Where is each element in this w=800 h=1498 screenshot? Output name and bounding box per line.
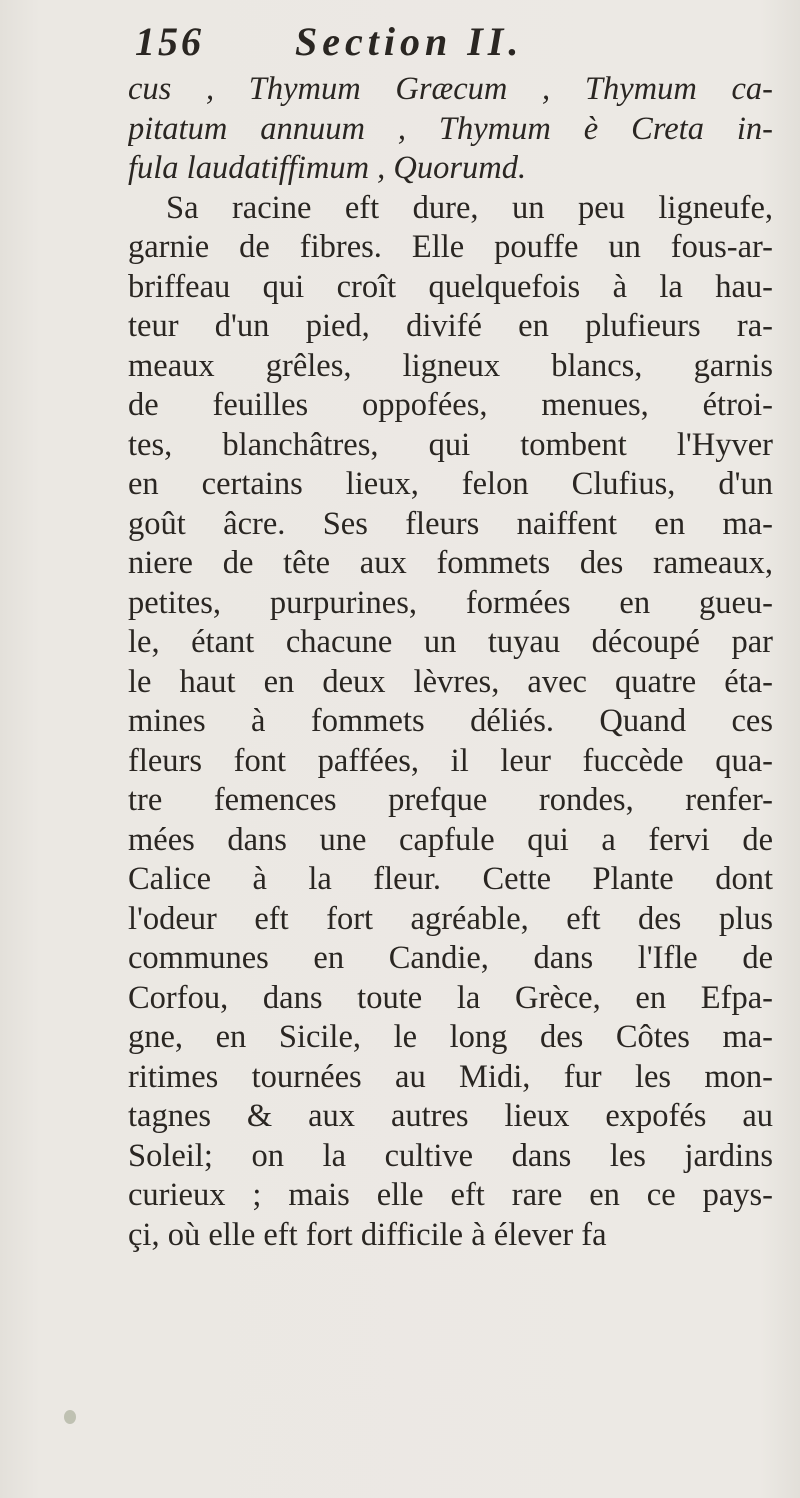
text-line: le haut en deux lèvres, avec quatre éta- — [128, 663, 773, 700]
text-line: mines à fommets déliés. Quand ces — [128, 703, 773, 739]
text-line: fula laudatiffimum , Quorumd. — [128, 150, 527, 186]
text-line: niere de tête aux fommets des rameaux, — [128, 545, 773, 581]
text-line: l'odeur eft fort agréable, eft des plus — [128, 900, 773, 937]
text-line: briffeau qui croît quelquefois à la hau- — [128, 268, 773, 305]
text-line: mées dans une capfule qui a fervi de — [128, 821, 773, 858]
text-line: petites, purpurines, formées en gueu- — [128, 584, 773, 621]
text-line: en certains lieux, felon Clufius, d'un — [128, 466, 773, 502]
page-header — [135, 18, 740, 70]
text-line: communes en Candie, dans l'Ifle de — [128, 940, 773, 976]
text-line: tre femences prefque rondes, renfer- — [128, 782, 773, 818]
text-line: le, étant chacune un tuyau découpé par — [128, 624, 773, 660]
body-text — [128, 70, 773, 1255]
text-line: cus , Thymum Græcum , Thymum ca- — [128, 71, 773, 107]
text-line: curieux ; mais elle eft rare en ce pays- — [128, 1177, 773, 1213]
text-line: Sa racine eft dure, un peu ligneufe, — [166, 189, 773, 226]
text-line: tagnes & aux autres lieux expofés au — [128, 1098, 773, 1134]
text-line: pitatum annuum , Thymum è Creta in- — [128, 110, 773, 147]
page-number: 156 — [135, 19, 204, 64]
text-line: fleurs font paffées, il leur fuccède qua- — [128, 742, 773, 779]
text-line: Calice à la fleur. Cette Plante dont — [128, 861, 773, 897]
text-line: çi, où elle eft fort difficile à élever fa — [128, 1216, 607, 1253]
text-line: goût âcre. Ses fleurs naiffent en ma- — [128, 505, 773, 542]
text-line: tes, blanchâtres, qui tombent l'Hyver — [128, 426, 773, 463]
text-line: Soleil; on la cultive dans les jardins — [128, 1137, 773, 1174]
text-line: de feuilles oppofées, menues, étroi- — [128, 387, 773, 423]
text-line: gne, en Sicile, le long des Côtes ma- — [128, 1019, 773, 1055]
text-line: meaux grêles, ligneux blancs, garnis — [128, 347, 773, 384]
ink-spot — [64, 1410, 76, 1424]
text-line: teur d'un pied, divifé en plufieurs ra- — [128, 308, 773, 344]
text-line: garnie de fibres. Elle pouffe un fous-ar- — [128, 229, 773, 265]
text-line: Corfou, dans toute la Grèce, en Efpa- — [128, 979, 773, 1016]
text-line: ritimes tournées au Midi, fur les mon- — [128, 1058, 773, 1095]
running-head: Section II. — [295, 19, 524, 64]
